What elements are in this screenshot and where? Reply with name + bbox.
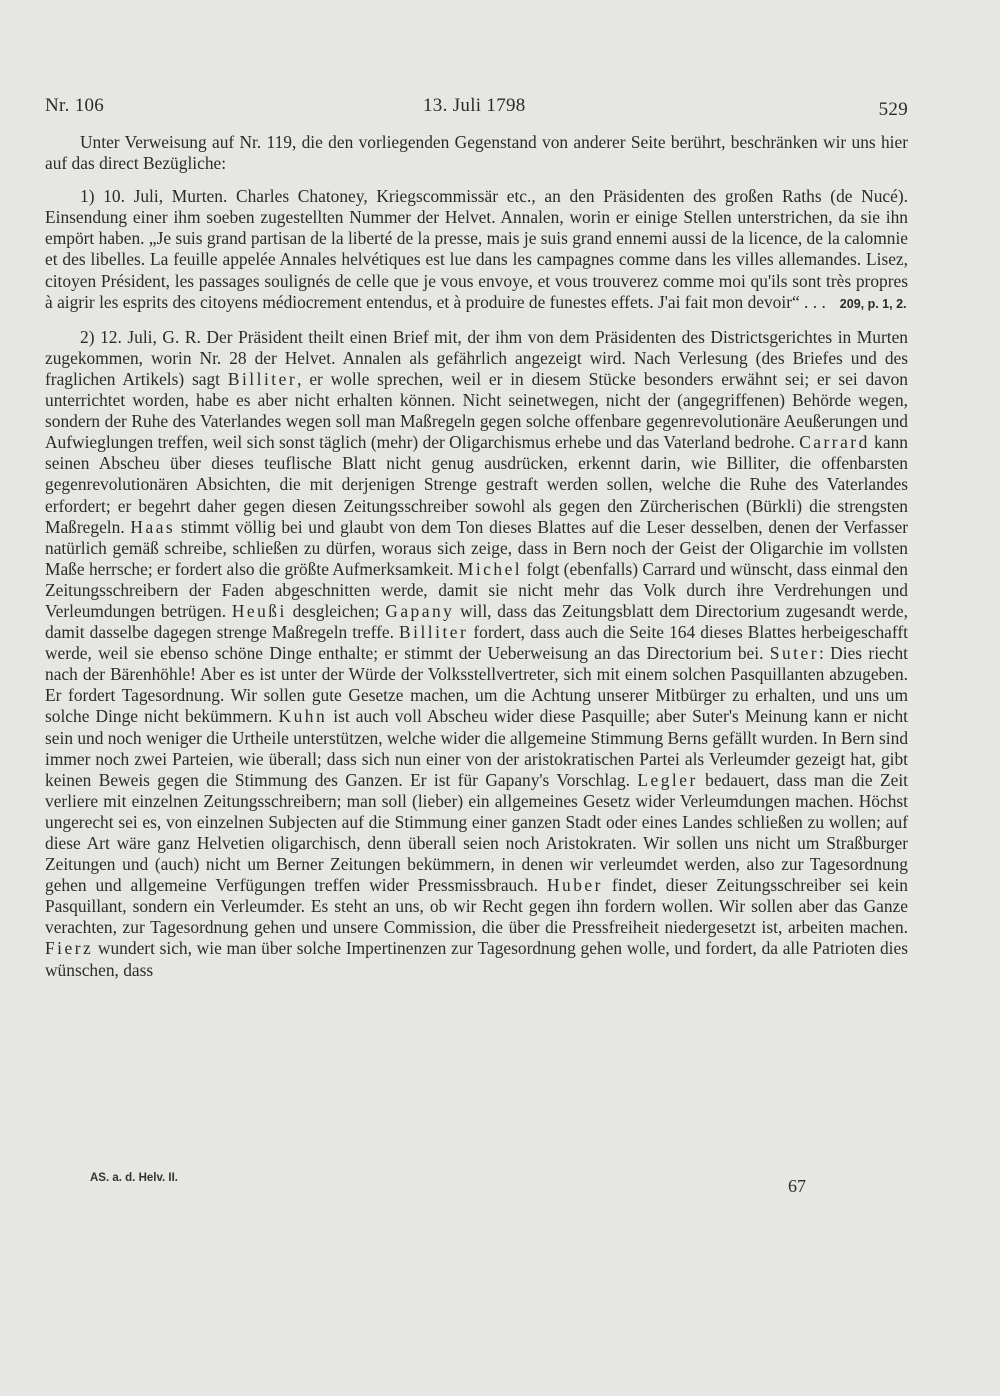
- entry-2-text: , er wolle sprechen, weil er in diesem Stücke besonders erwähnt sei; er sei davon unterrichtet worden, habe es aber nicht erhalten können. Nicht seinetwegen, nicht der (angegriffenen) Behörde wegen, sondern der Ruhe des Vaterlandes wegen soll man Maßregeln gegen solche offenbare gegenrevolutionäre Aeußerungen und Aufwieglungen treffen, weil sich sonst täglich (mehr) der Oligarchismus erhebe und das Vaterland bedrohe.: [45, 368, 908, 453]
- entry-2-text: folgt (ebenfalls) Carrard und wünscht, dass einmal den Zeitungsschreibern der Faden abgeschnitten werde, damit sie nicht mehr das Volk durch ihre Verdrehungen und Verleumdungen betrügen.: [45, 558, 909, 621]
- speaker-name: Michel: [457, 558, 523, 579]
- signature-mark: AS. a. d. Helv. II.: [90, 1172, 178, 1184]
- entry-1-paragraph: [45, 186, 908, 315]
- entry-2-text: : Dies riecht nach der Bärenhöhle! Aber es ist unter der Würde der Volksstellvertreter, sich mit einem solchen Pasquillanten abzugeben. Er fordert Tagesordnung. Wir sollen gute Gesetze machen, um die Achtung unserer Mitbürger zu erhalten, und uns um solche Dinge nicht bekümmern.: [45, 643, 908, 727]
- speaker-name: Carrard: [799, 432, 870, 453]
- entry-2-text: findet, dieser Zeitungsschreiber sei kein Pasquillant, sondern ein Verleumder. Es steht an uns, ob wir Recht gegen ihn fordern wollen. Wir sollen aber das Ganze verachten, zur Tagesordnung gehen und unsere Commission, die über die Pressfreiheit niedergesetzt ist, arbeiten machen.: [45, 875, 909, 938]
- speaker-name: Heußi: [231, 600, 287, 621]
- document-number: Nr. 106: [45, 95, 105, 116]
- intro-line-2: wir uns hier auf das direct Bezügliche:: [45, 132, 908, 174]
- entry-2-paragraph: [45, 327, 908, 981]
- speaker-name: Gapany: [385, 600, 455, 621]
- entry-1-text: 1) 10. Juli, Murten. Charles Chatoney, Kriegscommissär etc., an den Präsidenten des großen Raths (de Nucé). Einsendung einer ihm soeben zugestellten Nummer der Helvet. Annalen, worin er einige Stellen unterstrichen, da sie ihn empört haben. „Je suis grand partisan de la liberté de la presse, mais je suis grand ennemi aussi de la licence, de la calomnie et des libelles. La feuille appelée Annales helvétiques est lue dans les campagnes comme dans les villes allemandes. Lisez, citoyen Président, les passages soulignés de celle que je vous envoye, et vous trouverez comme moi qu'ils sont très propres à aigrir les esprits des citoyens médiocrement entendus, et à produire de funestes effets. J'ai fait mon devoir“ . . .: [45, 186, 908, 312]
- entry-2-text: stimmt völlig bei und glaubt von dem Ton dieses Blattes auf die Leser desselben, denen der Verfasser natürlich gemäß schreibe, schließen zu dürfen, woraus sich zeige, dass in Bern noch der Geist der Oligarchie im vollsten Maße herrsche; er fordert also die größte Aufmerksamkeit.: [45, 516, 908, 579]
- speaker-name: Billiter: [399, 622, 469, 643]
- speaker-name: Billiter: [227, 368, 298, 389]
- speaker-name: Huber: [546, 875, 603, 896]
- entry-2-text: desgleichen;: [286, 600, 386, 621]
- body-text: [45, 132, 908, 981]
- speaker-name: Kuhn: [278, 706, 328, 727]
- entry-2-text: kann seinen Abscheu über dieses teuflische Blatt nicht genug ausdrücken, erkennt darin, wie Billiter, die offenbarsten gegenrevolutionären Absichten, die mit derjenigen Strenge gestraft werden sollen, welche die Ruhe des Vaterlandes erfordert; er begehrt daher gegen diesen Zeitungsschreiber sowohl als gegen den Zürcherischen (Bürkli) die strengsten Maßregeln.: [45, 432, 908, 537]
- speaker-name: Legler: [637, 769, 698, 790]
- speaker-name: Suter: [769, 643, 820, 664]
- entry-2-text: will, dass das Zeitungsblatt dem Directorium zugesandt werde, damit dasselbe dagegen strenge Maßregeln treffe.: [45, 600, 908, 643]
- intro-paragraph: [45, 132, 908, 174]
- entry-2-text: fordert, dass auch die Seite 164 dieses Blattes herbeigeschafft werde, weil sie ebenso schöne Dinge enthalte; er stimmt der Ueberweisung an das Directorium bei.: [45, 622, 909, 664]
- page-number: 529: [878, 99, 908, 120]
- entry-2-text: wundert sich, wie man über solche Impertinenzen zur Tagesordnung gehen wolle, und fordert, da alle Patrioten dies wünschen, dass: [45, 938, 908, 980]
- entry-2-text: bedauert, dass man die Zeit verliere mit einzelnen Zeitungsschreibern; man soll (lieber) ein allgemeines Gesetz wider Verleumdungen machen. Höchst ungerecht sei es, von einzelnen Subjecten auf die Stimmung einer ganzen Stadt oder eines Landes schließen zu wollen; auf diese Art wäre ganz Helvetien oligarchisch, denn überall seien noch Aristokraten. Wir sollen uns nicht um Straßburger Zeitungen und (auch) nicht um Berner Zeitungen bekümmern, in denen wir verleumdet werden, also zur Tagesordnung gehen und allgemeine Verfügungen treffen wider Pressmissbrauch.: [45, 769, 908, 896]
- entry-2-text: ist auch voll Abscheu wider diese Pasquille; aber Suter's Meinung kann er nicht sein und noch weniger die Urtheile unterstützen, welche wider die allgemeine Stimmung Berns gefällt wurden. In Bern sind immer noch zwei Parteien, wie überall; dass sich nun einer von der aristokratischen Partei als Verleumder gezeigt hat, gibt keinen Beweis gegen die Stimmung des Ganzen. Er ist für Gapany's Vorschlag.: [45, 706, 909, 790]
- intro-line-1: Unter Verweisung auf Nr. 119, die den vorliegenden Gegenstand von anderer Seite berührt, beschränken: [80, 132, 818, 152]
- entry-1-reference: 209, p. 1, 2.: [839, 296, 907, 311]
- entry-2-text: 2) 12. Juli, G. R. Der Präsident theilt einen Brief mit, der ihm von dem Präsidenten des Districtsgerichtes in Murten zugekommen, worin Nr. 28 der Helvet. Annalen als gefährlich angezeigt wird. Nach Verlesung (des Briefes und des fraglichen Artikels) sagt: [45, 326, 908, 389]
- page-header: [45, 95, 908, 121]
- sheet-number: 67: [788, 1176, 806, 1196]
- page-footer: [45, 1172, 908, 1202]
- speaker-name: Haas: [130, 516, 176, 537]
- speaker-name: Fierz: [45, 938, 94, 959]
- document-date: 13. Juli 1798: [423, 95, 526, 116]
